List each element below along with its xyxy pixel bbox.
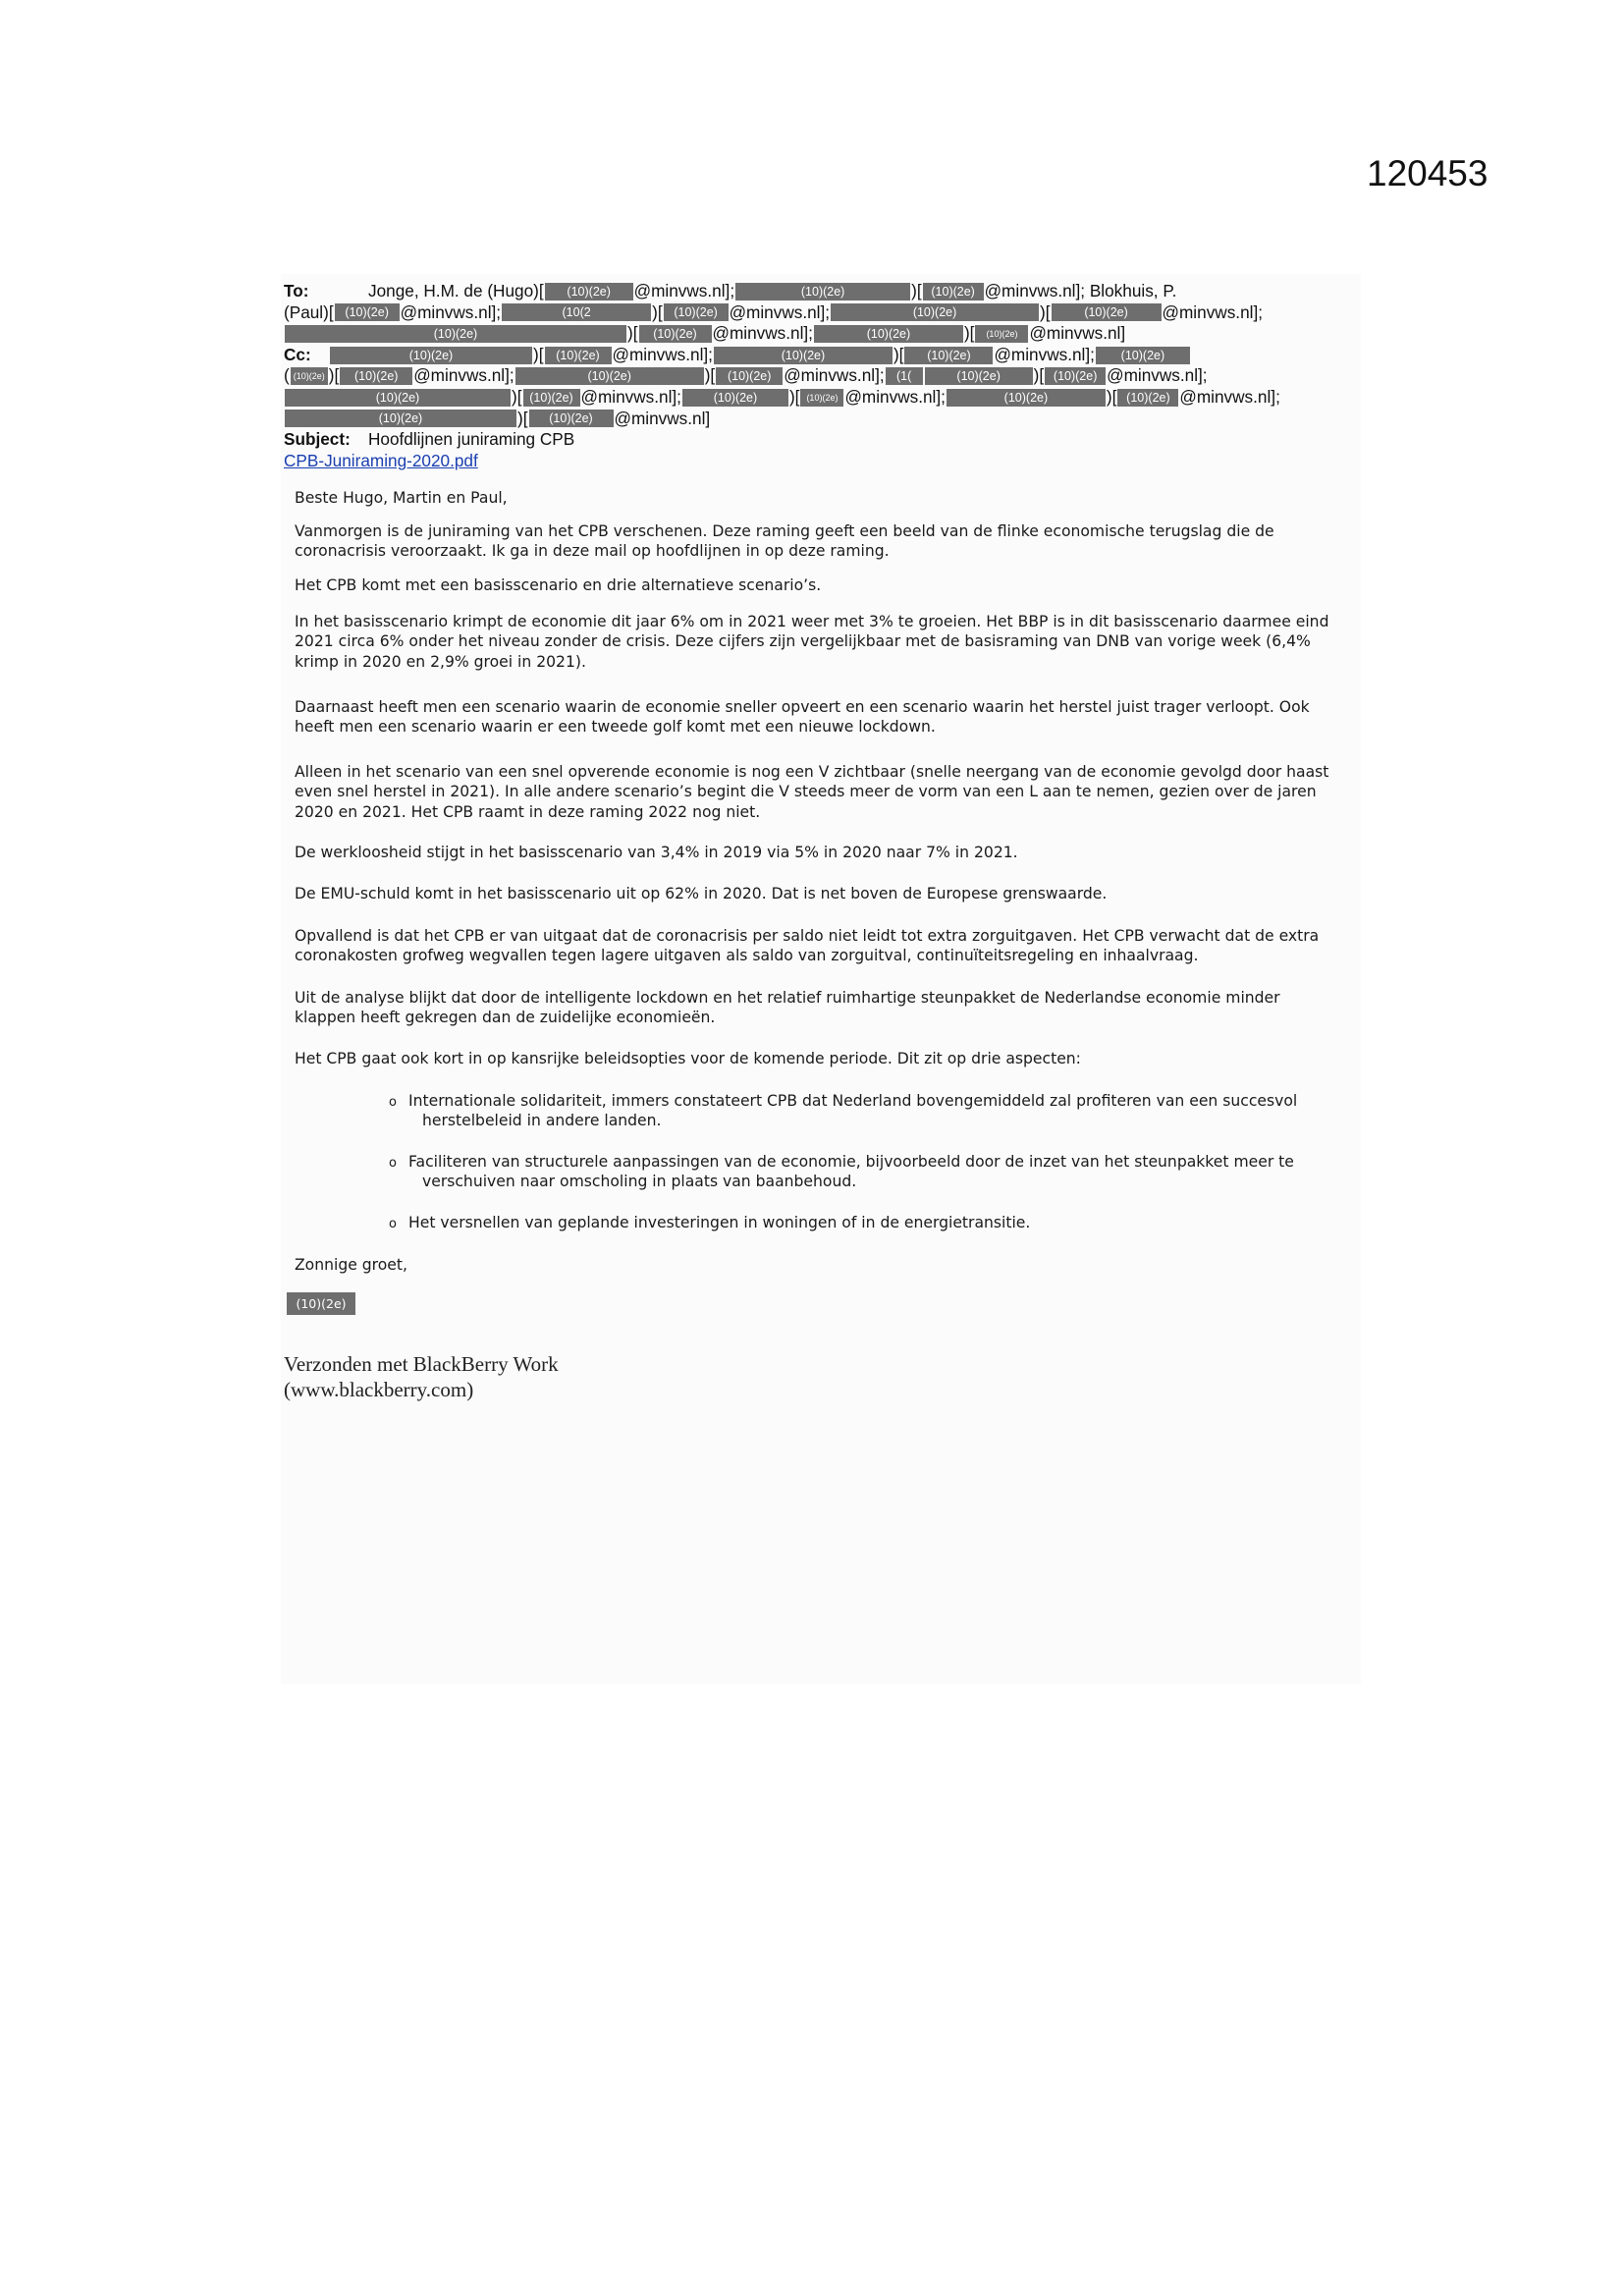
redaction: (10)(2e) — [291, 367, 328, 385]
redaction: (10)(2e) — [735, 283, 910, 301]
recipient-domain: @minvws.nl]; — [844, 386, 946, 407]
redaction: (10)(2e) — [716, 367, 783, 385]
recipient-domain: @minvws.nl]; — [994, 344, 1095, 364]
bullet-marker: o — [389, 1156, 397, 1171]
to-line-1: To: Jonge, H.M. de (Hugo) [ (10)(2e) @minvws.nl]; (10)(2e) )[ (10)(2e) @minvws.nl]; Blokhuis, P. — [284, 281, 1177, 301]
redaction: (10(2 — [502, 303, 651, 321]
recipient-name-blokhuis: Blokhuis, P. — [1089, 281, 1177, 301]
redaction: (10)(2e) — [330, 347, 532, 364]
redaction: (10)(2e) — [1052, 303, 1162, 321]
signature-redaction: (10)(2e) — [287, 1292, 355, 1315]
redaction: (10)(2e) — [947, 389, 1106, 407]
body-paragraph: Alleen in het scenario van een snel opverende economie is nog een V zichtbaar (snelle neergang van de economie gevolgd door haast even snel herstel in 2021). In alle andere scenario’s begint die V steeds meer de vorm van een L aan te nemen, gezien over de jaren 2020 en 2021. Het CPB raamt in deze raming 2022 nog niet. — [295, 763, 1329, 821]
email-footer — [284, 1351, 559, 1402]
body-paragraph: Het CPB gaat ook kort in op kansrijke beleidsopties voor de komende periode. Dit zit op drie aspecten: — [295, 1050, 1081, 1067]
recipient-domain: @minvws.nl]; — [729, 301, 831, 322]
bullet-text: Internationale solidariteit, immers constateert CPB dat Nederland bovengemiddeld zal profiteren van een succesvol — [408, 1092, 1298, 1110]
body-paragraph: De EMU-schuld komt in het basisscenario uit op 62% in 2020. Dat is net boven de Europese grenswaarde. — [295, 885, 1108, 902]
recipient-domain: @minvws.nl]; — [400, 301, 502, 322]
redaction: (10)(2e) — [335, 303, 400, 321]
document-number: 120453 — [1367, 153, 1489, 193]
cc-line-2: ( (10)(2e) )[ (10)(2e) @minvws.nl]; (10)(2e) )[ (10)(2e) @minvws.nl]; (1( (10)(2e) )[ (10)(2e) @minvws.nl]; — [284, 365, 1208, 386]
redaction: (10)(2e) — [285, 410, 516, 427]
recipient-domain: @minvws.nl]; — [1179, 386, 1280, 407]
recipient-domain: @minvws.nl]; — [712, 323, 813, 344]
redaction: (10)(2e) — [814, 325, 963, 343]
cc-line-4: (10)(2e) )[ (10)(2e) @minvws.nl] — [284, 409, 1344, 430]
body-paragraph: Opvallend is dat het CPB er van uitgaat dat de coronacrisis per saldo niet leidt tot extra zorguitgaven. Het CPB verwacht dat de extra coronakosten grofweg wegvallen tegen lagere uitgaven als saldo van zorguitval, continuïteitsregeling en inhaalvraag. — [295, 927, 1320, 965]
redaction: (10)(2e) — [639, 325, 712, 343]
redaction: (10)(2e) — [285, 325, 626, 343]
subject-label: Subject: — [284, 429, 351, 450]
recipient-domain: @minvws.nl]; — [580, 386, 681, 407]
body-paragraph: Daarnaast heeft men een scenario waarin de economie sneller opveert en een scenario waarin het herstel juist trager verloopt. Ook heeft men een scenario waarin er een tweede golf komt met een nieuwe lockdown. — [295, 698, 1310, 737]
bullet-text-cont: verschuiven naar omscholing in plaats van baanbehoud. — [422, 1173, 857, 1191]
redaction: (10)(2e) — [523, 389, 580, 407]
recipient-domain: @minvws.nl]; — [1107, 365, 1208, 386]
redaction: (10)(2e) — [1096, 347, 1190, 364]
cc-line-3: (10)(2e) )[ (10)(2e) @minvws.nl]; (10)(2e) )[ (10)(2e) @minvws.nl]; (10)(2e) )[ (10)(2e) @minvws.nl]; — [284, 387, 1344, 409]
redaction: (10)(2e) — [1045, 367, 1106, 385]
redaction: (10)(2e) — [285, 389, 511, 407]
subject-line — [284, 429, 1344, 451]
recipient-domain: @minvws.nl]; — [612, 344, 713, 364]
recipient-name-jonge: Jonge, H.M. de (Hugo) — [368, 281, 539, 301]
redaction: (10)(2e) — [682, 389, 788, 407]
attachment-link[interactable]: CPB-Juniraming-2020.pdf — [284, 450, 478, 470]
bullet-text: Het versnellen van geplande investeringen in woningen of in de energietransitie. — [408, 1214, 1031, 1231]
body-paragraph: In het basisscenario krimpt de economie dit jaar 6% om in 2021 weer met 3% te groeien. Het BBP is in dit basisscenario daarmee eind 2021 circa 6% onder het niveau zonder de crisis. Deze cijfers zijn vergelijkbaar met de basisraming van DNB van vorige week (6,4% krimp in 2020 en 2,9% groei in 2021). — [295, 613, 1329, 671]
recipient-domain: @minvws.nl]; — [633, 281, 735, 301]
recipient-domain: @minvws.nl]; — [984, 281, 1086, 301]
to-label: To: — [284, 281, 309, 301]
cc-label: Cc: — [284, 344, 311, 364]
footer-line: Verzonden met BlackBerry Work — [284, 1352, 559, 1376]
bullet-text: Faciliteren van structurele aanpassingen van de economie, bijvoorbeeld door de inzet van het steunpakket meer te — [408, 1153, 1294, 1171]
footer-link: (www.blackberry.com) — [284, 1378, 474, 1401]
recipient-domain: @minvws.nl]; — [1162, 301, 1263, 322]
attachment-line — [284, 451, 1344, 472]
redaction: (10)(2e) — [925, 367, 1033, 385]
redaction: (10)(2e) — [529, 410, 614, 427]
recipient-domain: @minvws.nl] — [614, 408, 711, 428]
redaction: (10)(2e) — [545, 347, 612, 364]
scanned-email-area — [281, 274, 1361, 1684]
body-paragraph: Het CPB komt met een basisscenario en drie alternatieve scenario’s. — [295, 576, 822, 594]
cc-line-1: Cc: (10)(2e) )[ (10)(2e) @minvws.nl]; (10)(2e) )[ (10)(2e) @minvws.nl]; (10)(2e) — [284, 345, 1344, 366]
redaction: (10)(2e) — [831, 303, 1039, 321]
body-paragraph: Vanmorgen is de juniraming van het CPB verschenen. Deze raming geeft een beeld van de flinke economische terugslag die de coronacrisis veroorzaakt. Ik ga in deze mail op hoofdlijnen in op deze raming. — [295, 522, 1274, 561]
redaction: (10)(2e) — [545, 283, 633, 301]
bullet-marker: o — [389, 1217, 397, 1231]
bullet-item — [389, 1152, 1351, 1192]
redaction: (10)(2e) — [515, 367, 704, 385]
redaction: (10)(2e) — [1117, 389, 1178, 407]
closing: Zonnige groet, — [295, 1256, 407, 1274]
redaction: (10)(2e) — [714, 347, 893, 364]
body-paragraph: Uit de analyse blijkt dat door de intelligente lockdown en het relatief ruimhartige steunpakket de Nederlandse economie minder klappen heeft gekregen dan de zuidelijke economieën. — [295, 989, 1280, 1027]
subject-text: Hoofdlijnen juniraming CPB — [368, 429, 575, 450]
email-header — [284, 281, 1344, 471]
recipient-name-paul: (Paul) — [284, 301, 329, 322]
bullet-marker: o — [389, 1095, 397, 1110]
redaction: (10)(2e) — [340, 367, 412, 385]
redaction: (10)(2e) — [664, 303, 729, 321]
recipient-domain: @minvws.nl]; — [784, 365, 885, 386]
redaction: (1( — [886, 367, 923, 385]
recipient-domain: @minvws.nl]; — [413, 365, 514, 386]
to-line-2: (Paul) [ (10)(2e) @minvws.nl]; (10(2 )[ (10)(2e) @minvws.nl]; (10)(2e) )[ (10)(2e) @minvws.nl]; — [284, 301, 1263, 322]
bullet-item — [389, 1213, 1351, 1234]
body-paragraph: De werkloosheid stijgt in het basisscenario van 3,4% in 2019 via 5% in 2020 naar 7% in 2021. — [295, 844, 1018, 861]
bullet-item — [389, 1091, 1351, 1131]
redaction: (10)(2e) — [975, 325, 1028, 343]
redaction: (10)(2e) — [800, 389, 843, 407]
redaction: (10)(2e) — [904, 347, 993, 364]
redaction: (10)(2e) — [923, 283, 984, 301]
recipient-domain: @minvws.nl] — [1029, 323, 1126, 344]
bullet-text-cont: herstelbeleid in andere landen. — [422, 1112, 662, 1130]
greeting: Beste Hugo, Martin en Paul, — [295, 489, 508, 507]
to-line-3: (10)(2e) )[ (10)(2e) @minvws.nl]; (10)(2e) )[ (10)(2e) @minvws.nl] — [284, 323, 1344, 345]
